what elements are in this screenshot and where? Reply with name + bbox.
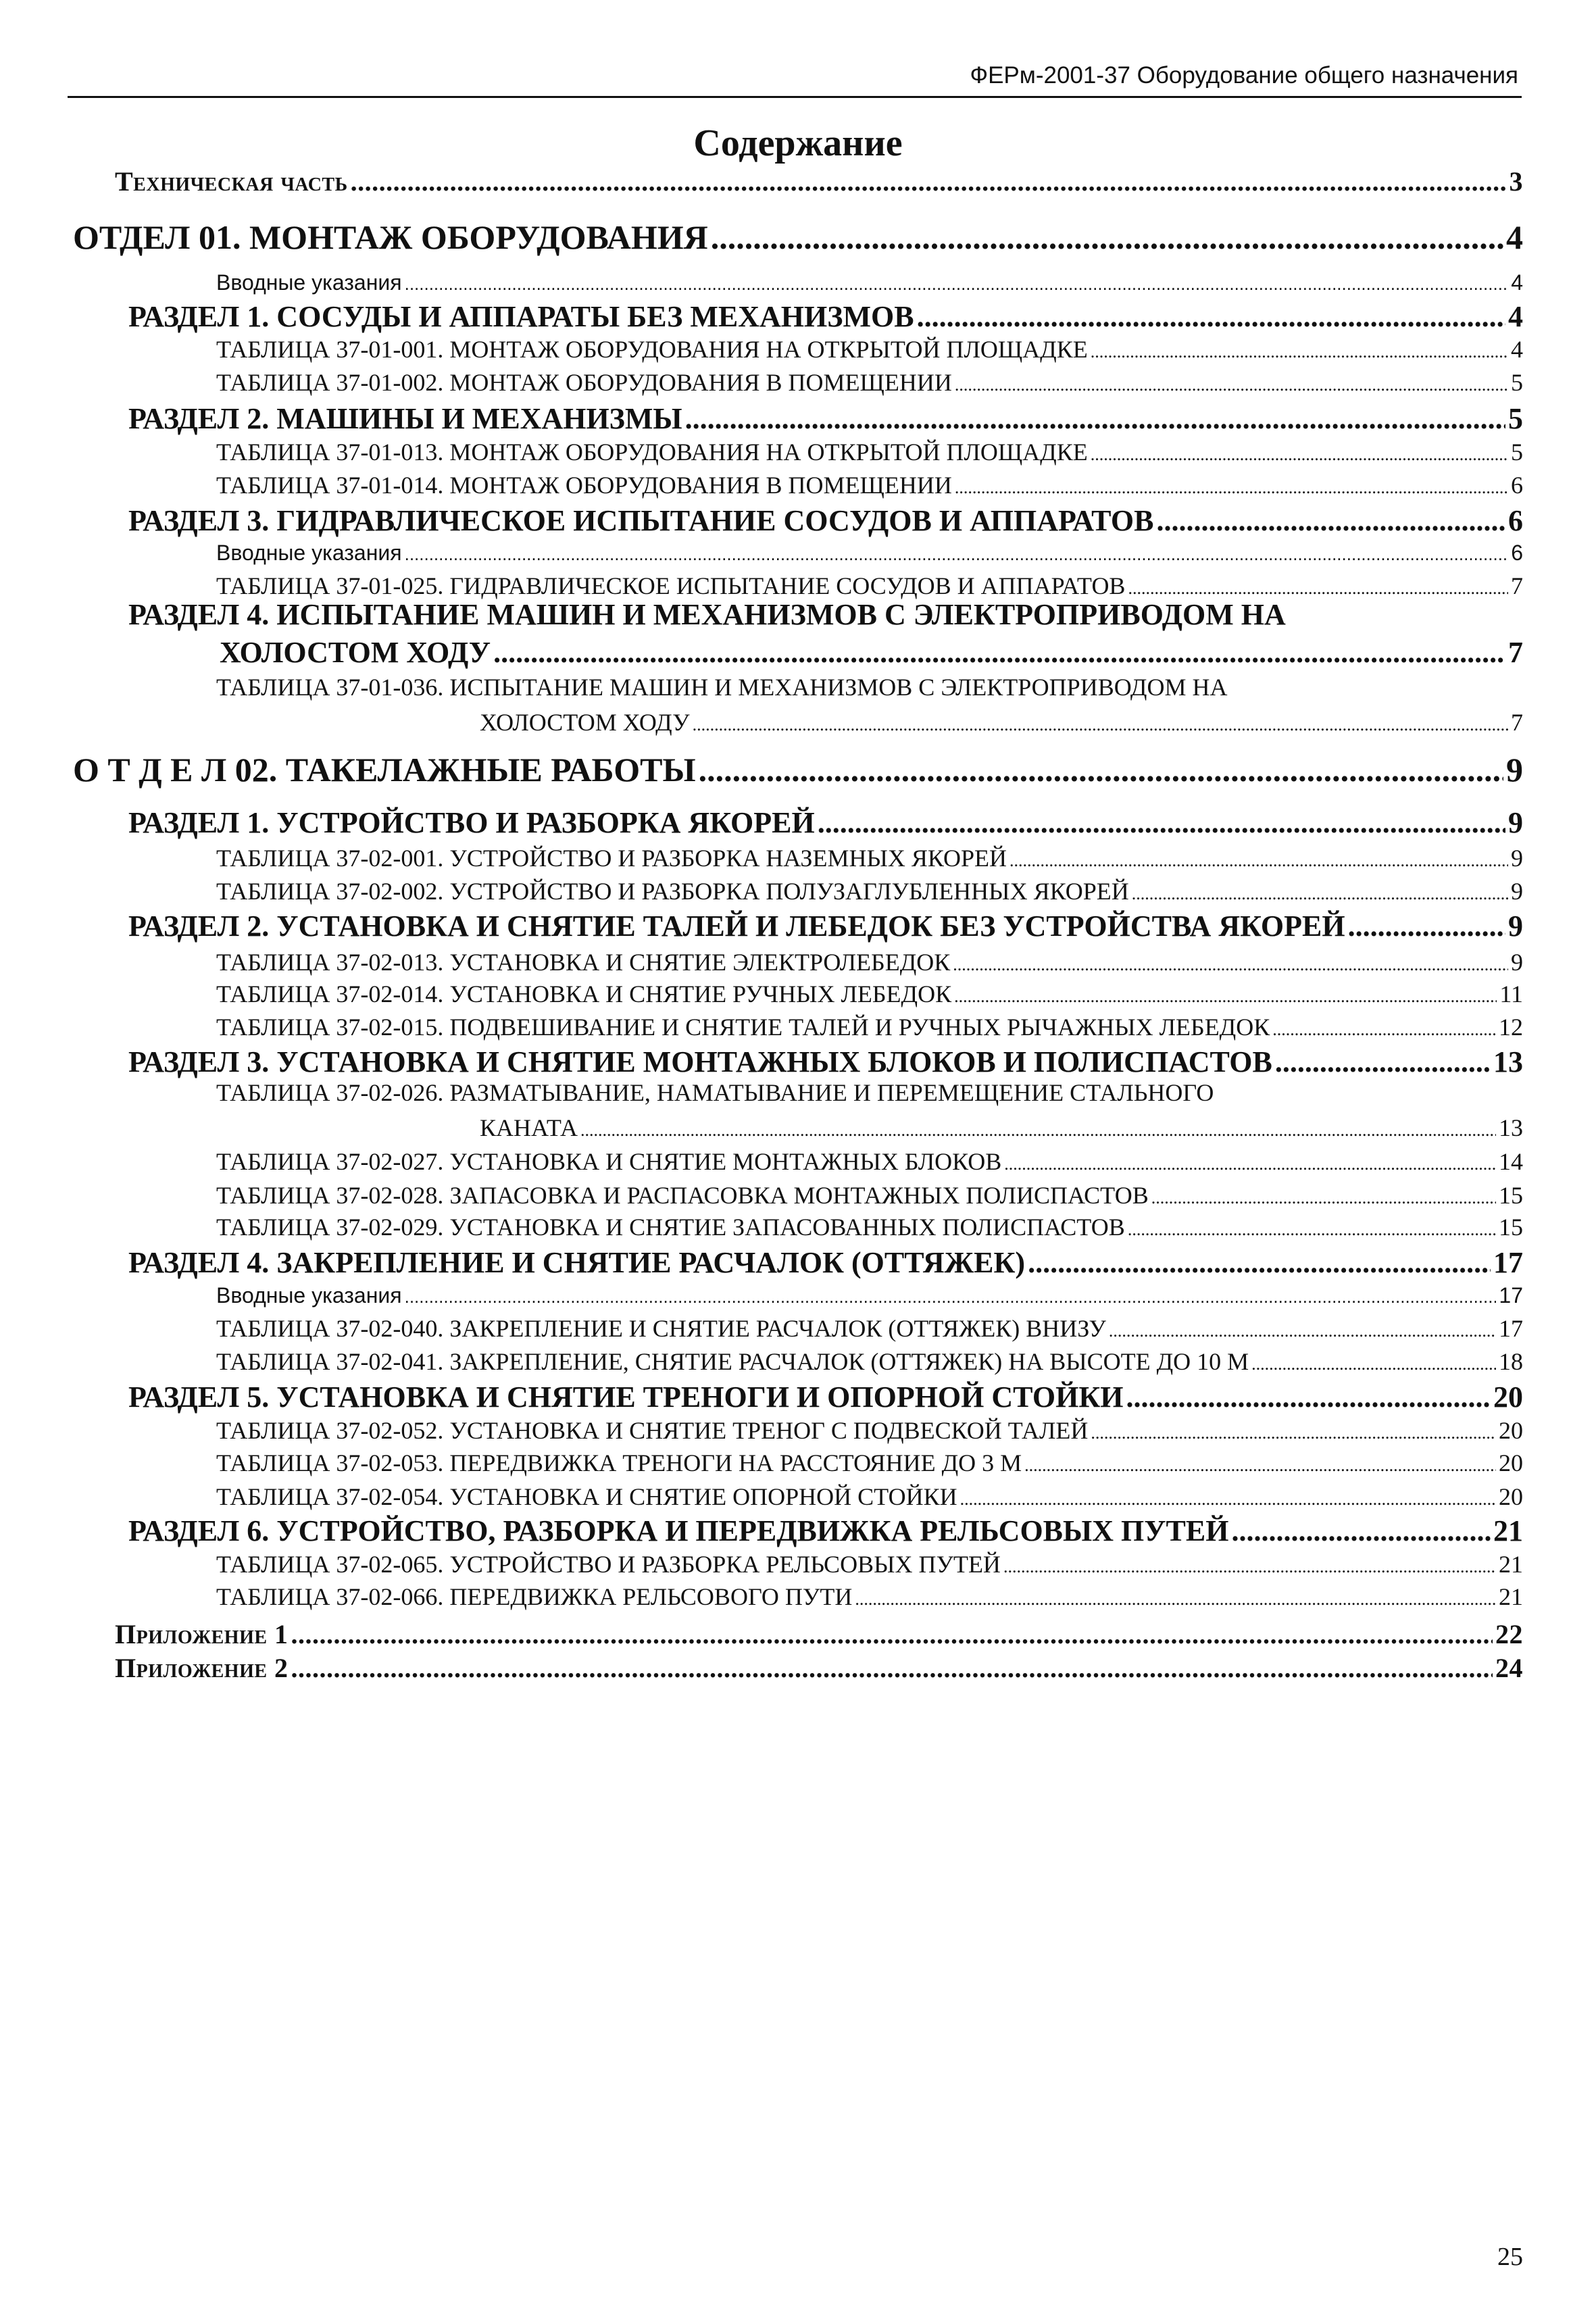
toc-entry-label: ТАБЛИЦА 37-02-028. ЗАПАСОВКА И РАСПАСОВКА МОНТАЖНЫХ ПОЛИСПАСТОВ [216, 1182, 1149, 1209]
toc-entry-label: ТАБЛИЦА 37-02-027. УСТАНОВКА И СНЯТИЕ МОНТАЖНЫХ БЛОКОВ [216, 1148, 1002, 1175]
toc-entry[interactable] [216, 438, 1523, 466]
toc-entry-label: ТАБЛИЦА 37-01-001. МОНТАЖ ОБОРУДОВАНИЯ НА ОТКРЫТОЙ ПЛОЩАДКЕ [216, 336, 1088, 363]
toc-entry[interactable] [216, 1013, 1523, 1041]
toc-entry-page: 7 [1511, 572, 1523, 599]
toc-entry-label: Приложение 2 [115, 1653, 289, 1683]
toc-entry[interactable] [216, 335, 1523, 364]
toc-entry-page: 5 [1511, 439, 1523, 466]
toc-entry-page: 14 [1499, 1148, 1523, 1175]
toc-entry[interactable] [216, 1347, 1523, 1376]
toc-entry[interactable] [216, 1181, 1523, 1210]
toc-entry[interactable] [73, 218, 1523, 257]
toc-entry-first-line: ТАБЛИЦА 37-01-036. ИСПЫТАНИЕ МАШИН И МЕХАНИЗМОВ С ЭЛЕКТРОПРИВОДОМ НА [216, 674, 1228, 701]
toc-entry-page: 6 [1511, 472, 1523, 499]
toc-entry[interactable] [216, 1314, 1523, 1343]
toc-entry-page: 24 [1495, 1653, 1523, 1683]
toc-entry-label: ТАБЛИЦА 37-02-053. ПЕРЕДВИЖКА ТРЕНОГИ НА РАССТОЯНИЕ ДО 3 М [216, 1449, 1022, 1476]
toc-entry[interactable] [216, 471, 1523, 499]
toc-entry-page: 4 [1506, 218, 1523, 256]
toc-entry-page: 5 [1511, 369, 1523, 396]
dot-leader [1028, 1245, 1491, 1280]
toc-entry[interactable] [220, 635, 1523, 670]
dot-leader [1132, 884, 1508, 904]
toc-entry[interactable] [216, 572, 1523, 600]
dot-leader [955, 375, 1508, 395]
toc-entry-label: РАЗДЕЛ 6. УСТРОЙСТВО, РАЗБОРКА И ПЕРЕДВИЖКА РЕЛЬСОВЫХ ПУТЕЙ [128, 1514, 1229, 1547]
toc-entry-label: ТАБЛИЦА 37-02-014. УСТАНОВКА И СНЯТИЕ РУЧНЫХ ЛЕБЕДОК [216, 980, 952, 1007]
dot-leader [917, 299, 1505, 334]
dot-leader [1009, 851, 1508, 871]
dot-leader [580, 1120, 1496, 1141]
toc-entry-page: 6 [1508, 504, 1523, 537]
toc-entry-page: 9 [1511, 845, 1523, 872]
toc-entry-label: КАНАТА [480, 1114, 578, 1141]
toc-entry-page: 21 [1493, 1514, 1523, 1547]
toc-entry-label: ТАБЛИЦА 37-02-029. УСТАНОВКА И СНЯТИЕ ЗАПАСОВАННЫХ ПОЛИСПАСТОВ [216, 1214, 1125, 1241]
toc-entry-page: 9 [1508, 806, 1523, 839]
dot-leader [1091, 1423, 1496, 1443]
toc-entry-label: ТАБЛИЦА 37-01-014. МОНТАЖ ОБОРУДОВАНИЯ В ПОМЕЩЕНИИ [216, 472, 952, 499]
dot-leader [1024, 1455, 1496, 1476]
toc-entry[interactable] [115, 1618, 1523, 1650]
toc-entry-label: ТАБЛИЦА 37-02-066. ПЕРЕДВИЖКА РЕЛЬСОВОГО ПУТИ [216, 1583, 853, 1610]
toc-entry[interactable] [128, 299, 1523, 334]
toc-entry-page: 13 [1499, 1114, 1523, 1141]
dot-leader [291, 1618, 1493, 1650]
toc-entry[interactable] [480, 708, 1523, 737]
toc-entry-label: Вводные указания [216, 1283, 402, 1308]
toc-entry-label: Техническая часть [115, 166, 348, 197]
toc-entry-page: 17 [1499, 1283, 1523, 1308]
toc-entry-label: РАЗДЕЛ 1. УСТРОЙСТВО И РАЗБОРКА ЯКОРЕЙ [128, 806, 815, 839]
toc-entry[interactable] [128, 1245, 1523, 1280]
toc-entry-label: ХОЛОСТОМ ХОДУ [480, 709, 690, 736]
toc-entry-page: 17 [1499, 1315, 1523, 1342]
toc-entry-page: 13 [1493, 1045, 1523, 1078]
dot-leader [685, 401, 1505, 436]
toc-entry[interactable] [216, 1283, 1523, 1308]
toc-entry-page: 4 [1508, 300, 1523, 333]
dot-leader [1251, 1354, 1496, 1374]
dot-leader [1091, 342, 1508, 362]
toc-entry[interactable] [216, 948, 1523, 976]
dot-leader [291, 1652, 1493, 1684]
dot-leader [960, 1489, 1496, 1510]
toc-entry[interactable] [216, 270, 1523, 295]
toc-entry[interactable] [216, 844, 1523, 872]
toc-entry-first-line: РАЗДЕЛ 4. ИСПЫТАНИЕ МАШИН И МЕХАНИЗМОВ С ЭЛЕКТРОПРИВОДОМ НА [128, 598, 1286, 631]
dot-leader [1128, 578, 1508, 599]
toc-entry-page: 5 [1508, 402, 1523, 435]
toc-entry-label: ТАБЛИЦА 37-01-013. МОНТАЖ ОБОРУДОВАНИЯ НА ОТКРЫТОЙ ПЛОЩАДКЕ [216, 439, 1088, 466]
toc-entry-page: 20 [1499, 1449, 1523, 1476]
toc-entry-label: ТАБЛИЦА 37-02-015. ПОДВЕШИВАНИЕ И СНЯТИЕ ТАЛЕЙ И РУЧНЫХ РЫЧАЖНЫХ ЛЕБЕДОК [216, 1014, 1270, 1041]
toc-entry[interactable] [73, 750, 1523, 789]
toc-entry-page: 15 [1499, 1182, 1523, 1209]
toc-entry-label: РАЗДЕЛ 2. МАШИНЫ И МЕХАНИЗМЫ [128, 402, 682, 435]
dot-leader [405, 544, 1509, 565]
toc-entry[interactable] [128, 503, 1523, 538]
toc-entry[interactable] [216, 368, 1523, 397]
toc-entry[interactable] [128, 909, 1523, 943]
toc-entry-label: РАЗДЕЛ 2. УСТАНОВКА И СНЯТИЕ ТАЛЕЙ И ЛЕБЕДОК БЕЗ УСТРОЙСТВА ЯКОРЕЙ [128, 910, 1345, 943]
toc-entry-page: 9 [1511, 949, 1523, 976]
toc-entry-label: ТАБЛИЦА 37-01-025. ГИДРАВЛИЧЕСКОЕ ИСПЫТАНИЕ СОСУДОВ И АППАРАТОВ [216, 572, 1126, 599]
dot-leader [1275, 1045, 1491, 1079]
toc-entry-page: 21 [1499, 1551, 1523, 1578]
toc-entry-first-line: ТАБЛИЦА 37-02-026. РАЗМАТЫВАНИЕ, НАМАТЫВАНИЕ И ПЕРЕМЕЩЕНИЕ СТАЛЬНОГО [216, 1079, 1214, 1106]
toc-entry[interactable] [128, 1514, 1523, 1548]
toc-entry-page: 9 [1508, 910, 1523, 943]
toc-entry-page: 18 [1499, 1348, 1523, 1375]
toc-entry-label: ТАБЛИЦА 37-02-040. ЗАКРЕПЛЕНИЕ И СНЯТИЕ РАСЧАЛОК (ОТТЯЖЕК) ВНИЗУ [216, 1315, 1106, 1342]
dot-leader [1004, 1154, 1496, 1174]
dot-leader [711, 218, 1503, 257]
toc-entry[interactable] [216, 980, 1523, 1008]
toc-entry-label: Вводные указания [216, 541, 402, 565]
toc-entry-label: ТАБЛИЦА 37-02-002. УСТРОЙСТВО И РАЗБОРКА ПОЛУЗАГЛУБЛЕННЫХ ЯКОРЕЙ [216, 878, 1129, 905]
toc-entry-page: 20 [1499, 1417, 1523, 1444]
toc-entry-label: РАЗДЕЛ 1. СОСУДЫ И АППАРАТЫ БЕЗ МЕХАНИЗМОВ [128, 300, 914, 333]
dot-leader [818, 805, 1505, 840]
toc-entry[interactable] [480, 1114, 1523, 1142]
toc-entry[interactable] [128, 805, 1523, 840]
dot-leader [1151, 1188, 1496, 1208]
toc-entry-page: 4 [1511, 336, 1523, 363]
toc-entry-label: ТАБЛИЦА 37-02-052. УСТАНОВКА И СНЯТИЕ ТРЕНОГ С ПОДВЕСКОЙ ТАЛЕЙ [216, 1417, 1089, 1444]
toc-entry-page: 20 [1493, 1380, 1523, 1414]
toc-entry-page: 4 [1511, 270, 1523, 295]
dot-leader [1003, 1557, 1496, 1577]
dot-leader [1128, 1220, 1496, 1240]
dot-leader [405, 1287, 1497, 1308]
toc-entry-page: 20 [1499, 1483, 1523, 1510]
toc-entry-label: РАЗДЕЛ 3. УСТАНОВКА И СНЯТИЕ МОНТАЖНЫХ БЛОКОВ И ПОЛИСПАСТОВ [128, 1045, 1272, 1078]
toc-entry-page: 3 [1509, 166, 1523, 197]
toc-entry[interactable] [115, 166, 1523, 197]
toc-entry-label: ХОЛОСТОМ ХОДУ [220, 636, 491, 669]
page-title: Содержание [693, 122, 903, 164]
toc-entry[interactable] [216, 1416, 1523, 1445]
dot-leader [351, 166, 1507, 197]
toc-entry[interactable] [216, 1550, 1523, 1578]
dot-leader [1231, 1514, 1491, 1548]
toc-entry[interactable] [115, 1652, 1523, 1684]
header-rule [68, 96, 1522, 98]
dot-leader [493, 635, 1505, 670]
toc-entry-label: Вводные указания [216, 270, 402, 295]
toc-entry-page: 9 [1506, 751, 1523, 789]
toc-entry[interactable] [216, 1213, 1523, 1241]
dot-leader [955, 478, 1508, 498]
toc-entry-page: 12 [1499, 1014, 1523, 1041]
toc-entry-label: ТАБЛИЦА 37-02-065. УСТРОЙСТВО И РАЗБОРКА РЕЛЬСОВЫХ ПУТЕЙ [216, 1551, 1001, 1578]
toc-entry-label: ТАБЛИЦА 37-02-001. УСТРОЙСТВО И РАЗБОРКА НАЗЕМНЫХ ЯКОРЕЙ [216, 845, 1007, 872]
toc-entry-page: 9 [1511, 878, 1523, 905]
toc-entry-label: РАЗДЕЛ 5. УСТАНОВКА И СНЯТИЕ ТРЕНОГИ И ОПОРНОЙ СТОЙКИ [128, 1380, 1124, 1414]
toc-entry-page: 7 [1511, 709, 1523, 736]
toc-entry-label: Приложение 1 [115, 1619, 289, 1649]
toc-entry[interactable] [128, 1380, 1523, 1414]
toc-entry[interactable] [216, 877, 1523, 905]
toc-entry-label: РАЗДЕЛ 4. ЗАКРЕПЛЕНИЕ И СНЯТИЕ РАСЧАЛОК (ОТТЯЖЕК) [128, 1246, 1026, 1279]
toc-entry-label: ТАБЛИЦА 37-02-054. УСТАНОВКА И СНЯТИЕ ОПОРНОЙ СТОЙКИ [216, 1483, 957, 1510]
toc-entry[interactable] [216, 1147, 1523, 1176]
toc-entry-page: 17 [1493, 1246, 1523, 1279]
toc-entry[interactable] [128, 1045, 1523, 1079]
toc-entry[interactable] [216, 1483, 1523, 1511]
dot-leader [1272, 1020, 1496, 1040]
toc-entry-page: 15 [1499, 1214, 1523, 1241]
toc-entry[interactable] [216, 541, 1523, 566]
dot-leader [953, 955, 1508, 975]
running-header: ФЕРм-2001-37 Оборудование общего назначения [970, 62, 1518, 89]
toc-entry-label: ОТДЕЛ 01. МОНТАЖ ОБОРУДОВАНИЯ [73, 218, 708, 256]
toc-entry-page: 11 [1499, 980, 1523, 1007]
toc-entry-page: 6 [1511, 541, 1523, 565]
dot-leader [1156, 503, 1505, 538]
dot-leader [1348, 909, 1505, 943]
page-number: 25 [1497, 2243, 1523, 2271]
dot-leader [855, 1589, 1496, 1610]
toc-entry[interactable] [128, 401, 1523, 436]
toc-entry-page: 7 [1508, 636, 1523, 669]
dot-leader [954, 987, 1497, 1007]
toc-entry-label: РАЗДЕЛ 3. ГИДРАВЛИЧЕСКОЕ ИСПЫТАНИЕ СОСУДОВ И АППАРАТОВ [128, 504, 1154, 537]
dot-leader [699, 750, 1503, 789]
dot-leader [1126, 1380, 1491, 1414]
toc-entry-page: 22 [1495, 1619, 1523, 1649]
dot-leader [1091, 445, 1508, 465]
toc-entry-label: ТАБЛИЦА 37-02-013. УСТАНОВКА И СНЯТИЕ ЭЛЕКТРОЛЕБЕДОК [216, 949, 951, 976]
dot-leader [1109, 1321, 1496, 1341]
dot-leader [693, 715, 1508, 735]
toc-entry-page: 21 [1499, 1583, 1523, 1610]
toc-entry[interactable] [216, 1583, 1523, 1611]
toc-entry-label: О Т Д Е Л 02. ТАКЕЛАЖНЫЕ РАБОТЫ [73, 751, 696, 789]
toc-entry-label: ТАБЛИЦА 37-02-041. ЗАКРЕПЛЕНИЕ, СНЯТИЕ РАСЧАЛОК (ОТТЯЖЕК) НА ВЫСОТЕ ДО 10 М [216, 1348, 1249, 1375]
toc-entry-label: ТАБЛИЦА 37-01-002. МОНТАЖ ОБОРУДОВАНИЯ В ПОМЕЩЕНИИ [216, 369, 952, 396]
toc-entry[interactable] [216, 1449, 1523, 1477]
dot-leader [405, 274, 1509, 295]
